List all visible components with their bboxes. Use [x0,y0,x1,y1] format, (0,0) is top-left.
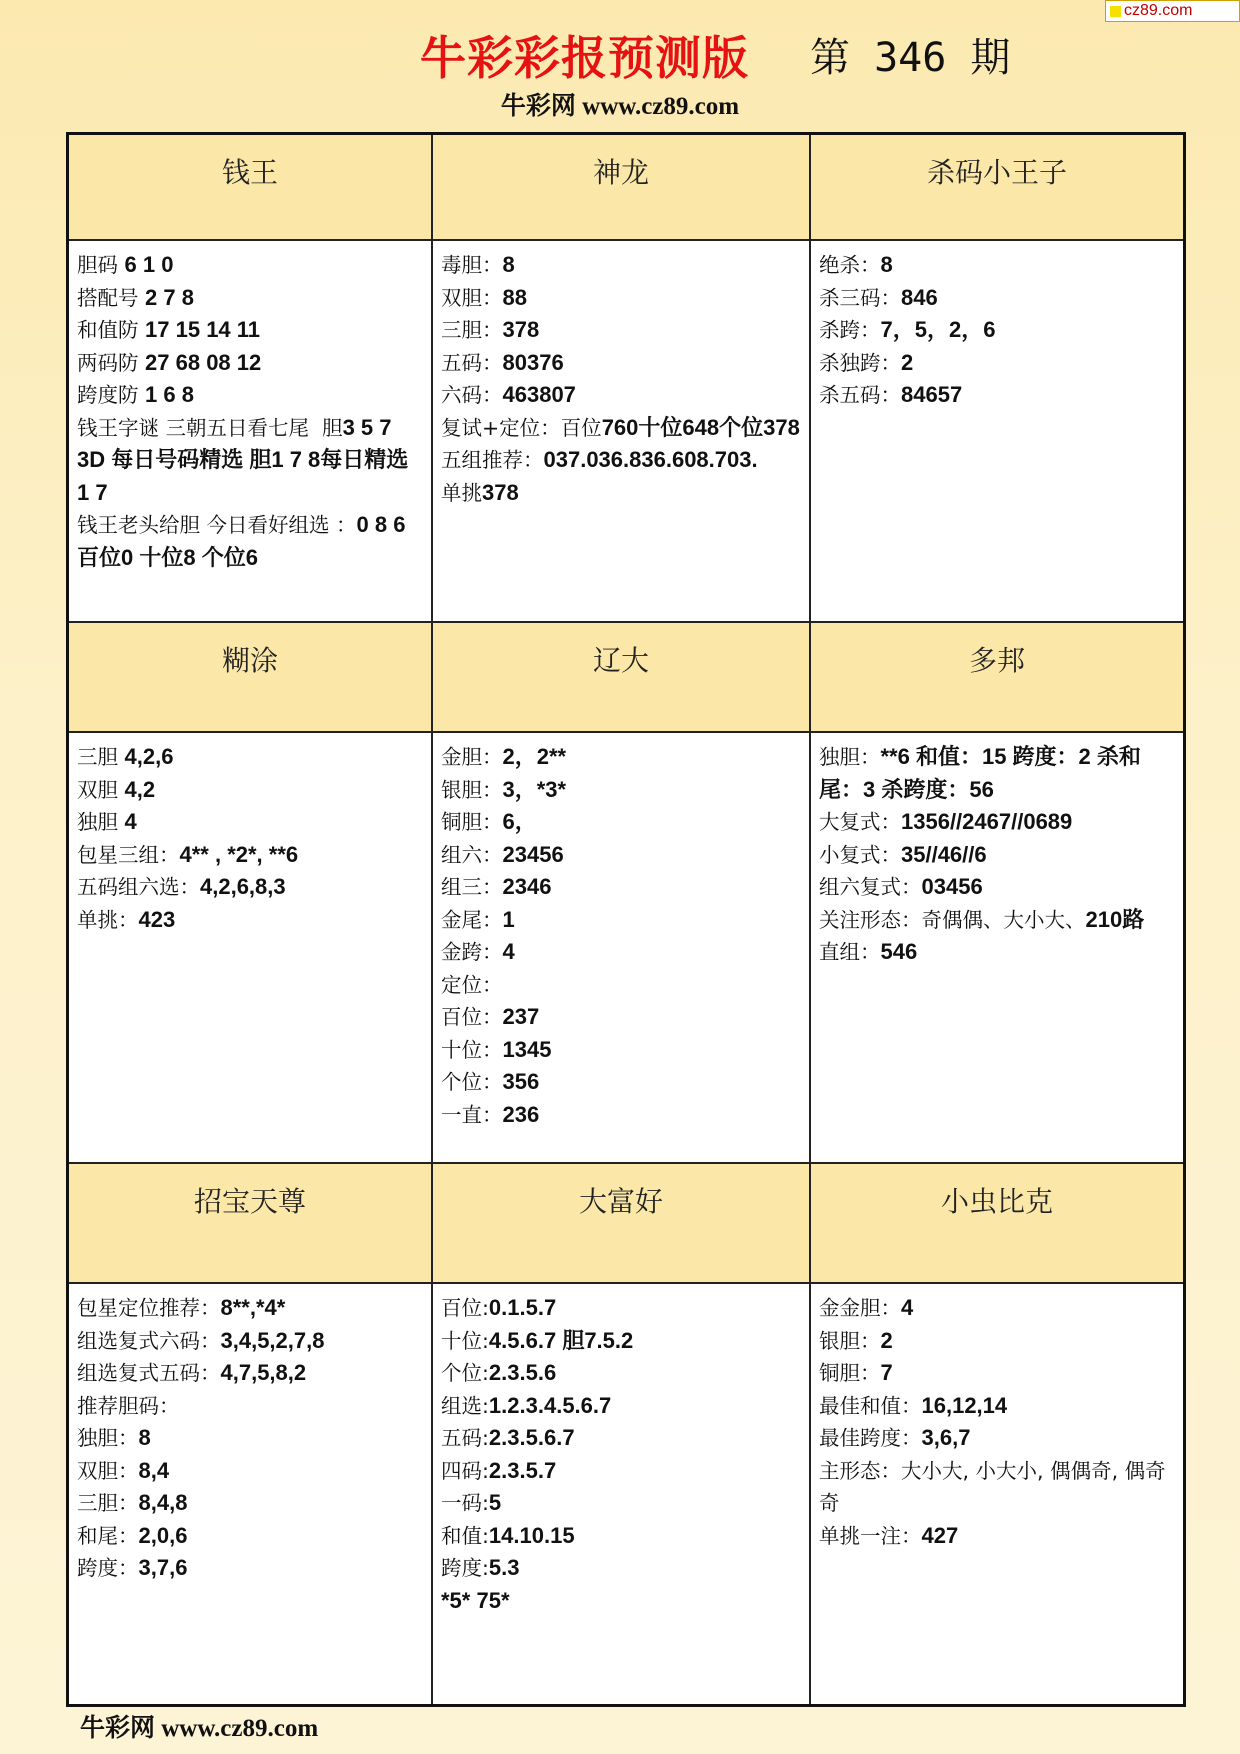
line-label: 组选复式六码： [77,1328,221,1353]
line-label: 和值防 [77,318,146,342]
line-value: 3D 每日号码精选 胆1 7 8每日精选 1 7 [77,447,415,505]
section-line [819,282,1177,315]
line-value: 463807 [502,382,576,407]
line-label: 一直： [441,1102,503,1127]
line-label: 推荐胆码： [77,1393,180,1418]
section-line [77,839,425,872]
section-line [819,1390,1177,1423]
line-value: 1356//2467//0689 [901,809,1073,834]
line-value: 03456 [921,874,983,899]
line-value: 35//46//6 [901,841,987,867]
line-value: 7 [880,1360,893,1385]
section-line [77,509,425,574]
section-line [819,741,1177,806]
section-title: 辽大 [433,623,811,733]
line-value: 3 5 7 [342,414,392,440]
section-line [441,1390,803,1423]
line-value: 2.3.5.6 [488,1360,557,1385]
line-value: 423 [138,906,176,932]
line-label: 组六复式： [819,875,922,899]
section-line [441,806,803,839]
line-label: 一码: [441,1491,489,1515]
line-value: 1.2.3.4.5.6.7 [488,1392,612,1418]
line-label: 金金胆： [819,1296,901,1320]
section-line [441,314,803,347]
line-value: 3，*3* [502,776,567,802]
line-value: 3,6,7 [921,1425,971,1450]
section-line [441,1455,803,1488]
line-value: 8 [880,252,893,277]
line-label: 跨度: [441,1556,489,1580]
section-line [441,1552,803,1585]
line-label: 组选复式五码： [77,1361,221,1385]
line-label: 杀五码： [819,383,901,407]
line-label: 包星定位推荐： [77,1296,221,1320]
line-value: 4.5.6.7 胆7.5.2 [488,1327,634,1353]
section-line [441,1034,803,1067]
section-body [433,241,811,623]
line-value: 1 6 8 [145,382,194,407]
line-label: 杀三码： [819,285,901,310]
line-label: 金尾： [441,907,503,932]
line-value: 4** , *2*, **6 [179,841,299,867]
line-label: 和尾： [77,1523,139,1548]
line-value: 0 8 6百位0 十位8 个位6 [77,512,406,570]
section-line [441,412,803,445]
section-body [811,241,1183,623]
section-line [77,1292,425,1325]
section-line [819,347,1177,380]
section-line [77,1325,425,1358]
line-label: 双胆： [441,285,503,310]
section-line [819,314,1177,347]
site-badge[interactable] [1105,0,1240,22]
badge-text: cz89.com [1124,2,1193,19]
section-line [77,379,425,412]
line-label: 百位： [441,1005,503,1029]
section-line [441,741,803,774]
section-title: 大富好 [433,1164,811,1284]
line-value: 378 [482,479,519,505]
line-label: 跨度： [77,1556,139,1580]
section-line [77,249,425,282]
line-label: 毒胆： [441,253,503,277]
section-body [811,1284,1183,1704]
line-label: 单挑 [441,480,482,505]
line-label: 独胆 [77,810,125,834]
prediction-grid [66,132,1186,1707]
section-line [441,839,803,872]
section-line [77,1390,425,1423]
section-line [77,314,425,347]
line-value: 4,2 [124,776,156,802]
section-line [77,1552,425,1585]
section-line [819,1455,1177,1520]
line-label: 个位: [441,1361,489,1385]
section-line [441,1520,803,1553]
line-value: 1345 [502,1036,552,1062]
section-line [441,904,803,937]
section-line [441,936,803,969]
line-value: **6 和值：15 跨度：2 杀和尾：3 杀跨度：56 [819,744,1141,802]
line-label: 和值: [441,1523,489,1548]
line-value: 0.1.5.7 [488,1295,557,1320]
section-title: 小虫比克 [811,1164,1183,1284]
line-label: 钱王老头给胆 今日看好组选 ： [77,513,357,537]
section-line [819,1357,1177,1390]
section-line [441,282,803,315]
section-line [77,1357,425,1390]
line-label: 五码： [441,350,503,375]
line-label: 独胆： [819,745,881,769]
section-title: 招宝天尊 [69,1164,433,1284]
line-value: 2,0,6 [138,1522,188,1548]
section-line [77,347,425,380]
line-value: 16,12,14 [921,1392,1008,1418]
page-title: 牛彩彩报预测版 [420,32,749,84]
line-label: 百位: [441,1296,489,1320]
section-line [77,1422,425,1455]
line-label: 杀独跨： [819,350,901,375]
line-label: 铜胆： [441,810,503,834]
section-line [77,904,425,937]
line-label: 组六： [441,842,503,867]
section-line [441,1292,803,1325]
line-label: 银胆： [819,1328,881,1353]
section-line [77,774,425,807]
section-line [819,871,1177,904]
line-label: 双胆： [77,1458,139,1483]
line-value: 8**,*4* [220,1295,286,1320]
section-line [819,936,1177,969]
section-line [77,1487,425,1520]
line-label: 四码: [441,1458,489,1483]
section-line [819,904,1177,937]
section-body [69,1284,433,1704]
line-value: 8,4,8 [138,1490,188,1515]
line-label: 个位： [441,1070,503,1094]
line-value: 84657 [901,382,963,407]
line-label: 搭配号 [77,285,146,310]
section-body [433,1284,811,1704]
line-value: 88 [502,284,527,310]
line-value: 237 [502,1004,540,1029]
line-label: 组三： [441,875,503,899]
line-label: 钱王字谜 三朝五日看七尾 胆 [77,415,343,440]
section-line [819,1520,1177,1553]
line-label: 金胆： [441,745,503,769]
line-label: 单挑一注： [819,1523,922,1548]
section-title: 钱王 [69,135,433,241]
line-value: 2 7 8 [145,284,194,310]
section-line [441,477,803,510]
section-line [819,839,1177,872]
line-label: 铜胆： [819,1361,881,1385]
section-title: 糊涂 [69,623,433,733]
line-value: 210路 [1085,906,1145,932]
line-value: 2，2** [502,744,567,769]
line-value: 6 1 0 [124,252,174,277]
section-line [441,1325,803,1358]
line-value: 4 [124,809,137,834]
section-line [819,1422,1177,1455]
line-label: 金跨： [441,940,503,964]
section-title: 多邦 [811,623,1183,733]
line-label: 最佳和值： [819,1393,922,1418]
line-value: 1 [502,906,515,932]
line-label: 三胆： [77,1491,139,1515]
line-label: 定位： [441,972,503,997]
line-value: 236 [502,1101,540,1127]
section-line [77,871,425,904]
section-line [77,444,425,509]
line-label: 银胆： [441,777,503,802]
line-value: 2.3.5.7 [488,1457,557,1483]
line-label: 大复式： [819,810,901,834]
section-line [441,1099,803,1132]
line-value: 760十位648个位378 [601,414,800,440]
line-value: 4 [901,1295,914,1320]
section-line [441,969,803,1002]
line-label: 最佳跨度： [819,1426,922,1450]
line-value: 4,2,6 [124,744,174,769]
line-label: 胆码 [77,253,125,277]
section-line [77,741,425,774]
line-label: 独胆： [77,1426,139,1450]
section-line [441,249,803,282]
line-value: 5.3 [488,1555,520,1580]
line-label: 跨度防 [77,383,146,407]
line-value: 4 [502,939,515,964]
line-label: 关注形态：奇偶偶、大小大、 [819,907,1086,932]
line-label: 十位： [441,1037,503,1062]
line-value: 14.10.15 [488,1522,575,1548]
line-label: 杀跨： [819,318,881,342]
line-value: 8 [138,1425,151,1450]
line-label: 十位: [441,1328,489,1353]
line-label: 三胆 [77,745,125,769]
issue-number: 第 346 期 [810,35,1011,81]
line-label: 绝杀： [819,253,881,277]
line-label: 三胆： [441,318,503,342]
section-line [441,1066,803,1099]
section-line [441,1422,803,1455]
line-value: 80376 [502,349,564,375]
line-label: 组选: [441,1393,489,1418]
line-label: 六码： [441,383,503,407]
line-value: 2 [880,1327,893,1353]
section-line [77,412,425,445]
section-line [441,1585,803,1618]
title-row [420,22,1040,82]
line-label: 五码组六选： [77,875,200,899]
line-label: 主形态：大小大, 小大小, 偶偶奇, 偶奇奇 [819,1458,1166,1515]
section-line [819,249,1177,282]
line-value: 3,4,5,2,7,8 [220,1327,325,1353]
line-value: 6， [502,809,537,834]
section-line [441,1357,803,1390]
line-label: 两码防 [77,350,146,375]
line-label: 直组： [819,940,881,964]
section-line [77,1455,425,1488]
section-title: 神龙 [433,135,811,241]
line-value: 037.036.836.608.703. [543,447,758,472]
page-footer: 牛彩网 www.cz89.com [80,1715,319,1742]
line-label: 复试+定位：百位 [441,415,602,440]
section-line [819,379,1177,412]
line-label: 小复式： [819,842,901,867]
line-value: 2346 [502,874,552,899]
line-value: 2.3.5.6.7 [488,1425,575,1450]
line-value: *5* 75* [441,1587,510,1613]
line-value: 546 [880,939,918,964]
line-label: 单挑： [77,907,139,932]
page-subtitle: 牛彩网 www.cz89.com [500,93,740,120]
badge-square-icon [1110,6,1121,17]
section-body [69,241,433,623]
line-value: 356 [502,1069,540,1094]
line-value: 23456 [502,841,564,867]
section-line [77,1520,425,1553]
section-line [441,774,803,807]
section-line [77,282,425,315]
line-label: 包星三组： [77,842,180,867]
section-title: 杀码小王子 [811,135,1183,241]
section-line [77,806,425,839]
section-line [819,1325,1177,1358]
line-value: 17 15 14 11 [145,317,261,342]
section-line [441,444,803,477]
line-label: 双胆 [77,777,125,802]
section-line [441,379,803,412]
section-line [819,1292,1177,1325]
section-line [441,1487,803,1520]
line-label: 五组推荐： [441,448,544,472]
section-line [441,347,803,380]
line-value: 27 68 08 12 [145,349,262,375]
line-value: 846 [901,284,938,310]
line-value: 3,7,6 [138,1555,188,1580]
section-body [69,733,433,1164]
section-body [811,733,1183,1164]
line-value: 8,4 [138,1457,170,1483]
section-line [441,871,803,904]
section-body [433,733,811,1164]
line-value: 2 [901,349,914,375]
section-line [819,806,1177,839]
line-value: 5 [488,1490,502,1515]
line-value: 8 [502,252,515,277]
line-value: 427 [921,1522,959,1548]
line-value: 4,7,5,8,2 [220,1360,307,1385]
section-line [441,1001,803,1034]
line-label: 五码: [441,1426,489,1450]
line-value: 378 [502,317,540,342]
line-value: 4,2,6,8,3 [200,874,286,899]
line-value: 7，5，2，6 [880,317,996,342]
